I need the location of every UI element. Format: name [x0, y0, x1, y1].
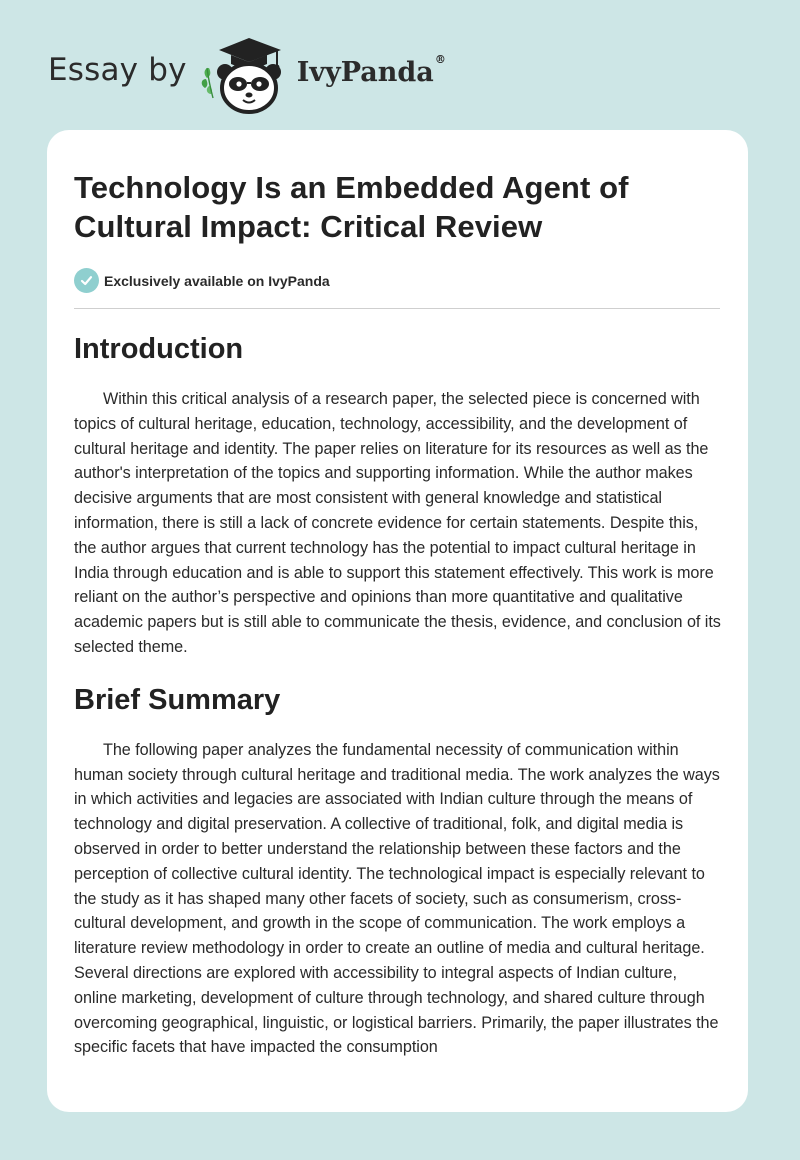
brand-name[interactable]: [296, 52, 446, 88]
section-paragraph-brief-summary: The following paper analyzes the fundamental necessity of communication within human society through cultural heritage and traditional media. The work analyzes the ways in which activities and legacies are associated with Indian culture through the means of technology and digital preservation. A collective of traditional, folk, and digital media is observed in order to better understand the relationship between these factors and the perception of collective cultural identity. The technological impact is especially relevant to the study as it has shaped many other facets of society, such as consumerism, cross-cultural development, and growth in the scope of communication. The work employs a literature review methodology in order to create an outline of media and cultural heritage. Several directions are explored with accessibility to integral aspects of Indian culture, online marketing, development of culture through technology, and shared culture through overcoming geographical, linguistic, or logistical barriers. Primarily, the paper illustrates the specific facets that have impacted the consumption: [74, 740, 720, 1057]
panda-logo-icon: [199, 28, 293, 118]
exclusive-label: Exclusively available on IvyPanda: [104, 272, 330, 289]
section-paragraph-introduction: Within this critical analysis of a research paper, the selected piece is concerned with topics of cultural heritage, education, technology, accessibility, and the development of cultural heritage and identity. The paper relies on literature for its resources as well as the author's interpretation of the topics and supporting information. While the author makes decisive arguments that are most consistent with general knowledge and statistical information, there is still a lack of concrete evidence for certain statements. Despite this, the author argues that current technology has the potential to impact cultural heritage in India through education and is able to support this statement effectively. This work is more reliant on the author’s perspective and opinions than more quantitative and qualitative academic papers but is still able to communicate the thesis, evidence, and conclusion of its selected theme.: [74, 390, 721, 656]
page-title: Technology Is an Embedded Agent of Cultural Impact: Critical Review: [74, 170, 629, 244]
section-heading-introduction: Introduction: [74, 333, 244, 365]
divider: [74, 308, 720, 309]
brand-text: IvyPanda: [296, 56, 434, 88]
essay-card: [47, 130, 748, 1112]
ivy-leaf-icon: [201, 68, 212, 98]
check-icon: [74, 268, 99, 293]
exclusive-notice: [74, 268, 721, 293]
site-header: [48, 28, 446, 118]
section-heading-brief-summary: Brief Summary: [74, 683, 281, 716]
registered-mark: ®: [434, 52, 446, 66]
essay-by-label: Essay by: [48, 52, 187, 88]
